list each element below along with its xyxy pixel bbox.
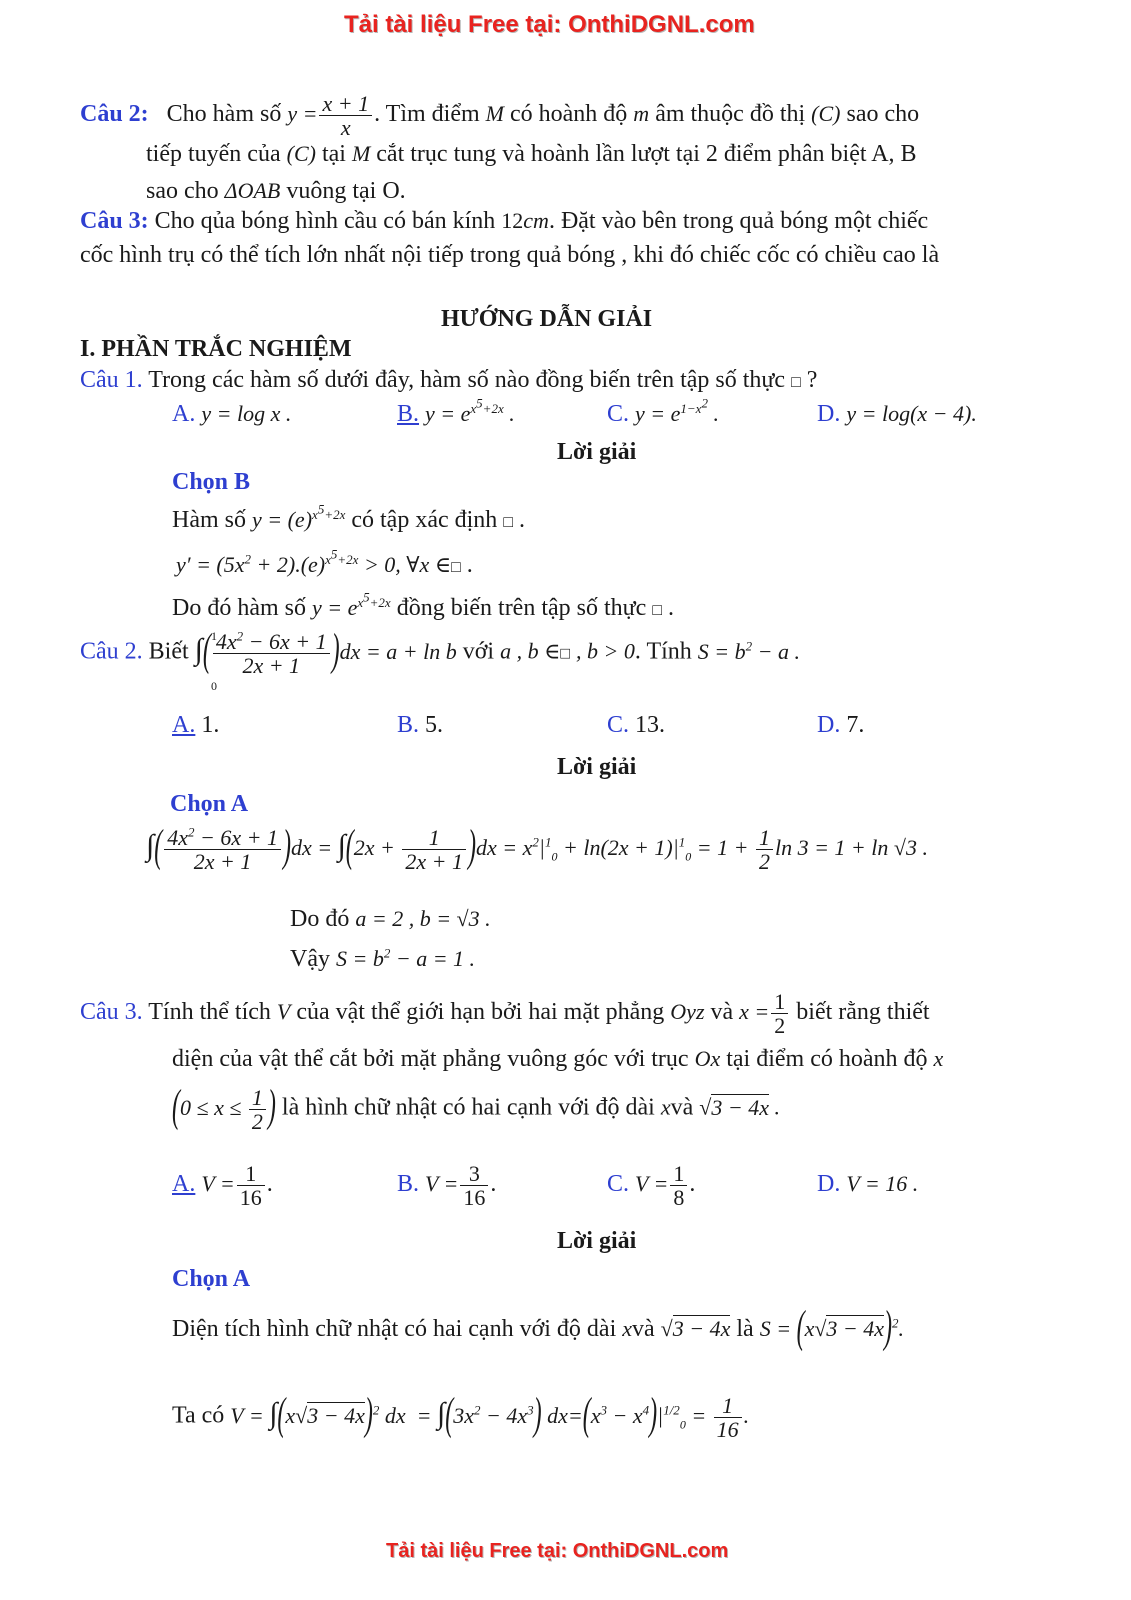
formula: Oyz: [670, 999, 705, 1025]
c1-text: có tập xác định: [351, 507, 498, 533]
q3-line1: [80, 208, 928, 236]
c1-text: đồng biến trên tập số thực: [396, 595, 647, 621]
c3-line1: [80, 990, 930, 1037]
formula: $y = e^{1-x^2}$ .: [635, 395, 719, 426]
formula: y =: [287, 101, 318, 127]
q3-line2: cốc hình trụ có thể tích lớn nhất nội tiếp trong quả bóng , khi đó chiếc cốc có chiều cao là: [80, 242, 940, 268]
c1-option-a: [172, 401, 291, 429]
c2-result1: [290, 906, 491, 934]
option-label: D.: [817, 401, 841, 427]
option-value: 1: [201, 712, 214, 738]
c3-text: là: [736, 1316, 754, 1342]
c3-text: Diện tích hình chữ nhật có hai cạnh với độ dài: [172, 1316, 617, 1342]
c2-text: với: [462, 638, 495, 665]
formula: √3 − 4x: [660, 1316, 731, 1341]
c1-option-b: [397, 395, 515, 429]
formula: , b > 0: [576, 638, 635, 664]
real-set-glyph: □: [451, 559, 461, 576]
q2-text: sao cho: [846, 101, 920, 128]
c3-answer: Chọn A: [172, 1266, 251, 1292]
c2-option-b: B. 5.: [397, 712, 444, 738]
c2-question: [80, 626, 801, 679]
formula: x: [622, 1316, 633, 1341]
formula: (C): [811, 101, 841, 127]
formula: a , b ∈: [500, 638, 561, 664]
option-label: D.: [817, 712, 841, 738]
c3-label: Câu 3.: [80, 999, 143, 1026]
option-value: 13: [635, 712, 660, 738]
c3-text: và: [670, 1094, 694, 1121]
fraction: $\frac{1}{16}$: [237, 1162, 265, 1209]
real-set-glyph: □: [560, 645, 571, 663]
formula: ΔOAB: [224, 178, 281, 203]
c1-step2: $y' = (5x^2 + 2).(e)^{x^5+2x} > 0$, ∀x ∈□ .: [176, 546, 473, 578]
formula: $y = e^{x^5+2x}$ .: [425, 395, 515, 426]
q2-text: âm thuộc đồ thị: [655, 101, 806, 128]
c3-option-d: [817, 1171, 918, 1199]
c2-answer: Chọn A: [170, 791, 249, 817]
formula: V =: [635, 1171, 669, 1197]
c3-text: Tính thể tích: [148, 999, 271, 1026]
option-label: C.: [607, 1171, 630, 1198]
c3-line3: [172, 1082, 780, 1135]
real-set-glyph: □: [503, 514, 513, 531]
c1-step1: Hàm số $y = (e)^{x^5+2x}$ có tập xác định □ .: [172, 501, 525, 533]
q2-text: cắt trục tung và hoành lần lượt tại 2 điểm phân biệt A, B: [376, 141, 917, 167]
q2-text: Cho hàm số: [166, 101, 282, 128]
c1-text: Do đó hàm số: [172, 595, 306, 621]
option-label: C.: [607, 401, 630, 427]
formula: x: [660, 1094, 671, 1120]
option-label: A.: [172, 1171, 196, 1198]
formula: $S = (x√3 - 4x)^2$.: [759, 1303, 905, 1353]
guide-title: HƯỚNG DẪN GIẢI: [441, 306, 653, 332]
formula: ∫( $\frac{4x^2 - 6x + 1}{2x + 1}$ )dx = ∫(2x + $\frac{1}{2x + 1}$ )$dx = x^2|^1_0 + \ln(2x + 1)|^1_0 = 1$ + $\frac{1}{2}$ ln 3 = 1 + ln √3 .: [146, 822, 928, 875]
c1-text: ?: [806, 367, 818, 393]
q3-label: Câu 3:: [80, 208, 149, 234]
fraction: $\frac{1}{8}$: [670, 1162, 687, 1209]
formula: y = log(x − 4).: [846, 401, 977, 426]
formula: √3 − 4x .: [699, 1094, 780, 1120]
c1-text: Trong các hàm số dưới đây, hàm số nào đồng biến trên tập số thực: [148, 367, 786, 393]
formula: (C): [286, 141, 316, 166]
c2-label: Câu 2.: [80, 638, 143, 665]
c3-text: là hình chữ nhật có hai cạnh với độ dài: [281, 1094, 655, 1121]
c3-text: và: [632, 1316, 655, 1342]
page-header: Tải tài liệu Free tại: OnthiDGNL.com: [344, 11, 755, 38]
c3-step1: [172, 1303, 905, 1353]
formula: a = 2 , b = √3 .: [355, 906, 491, 931]
q2-text: vuông tại O.: [286, 178, 406, 204]
q2-text: có hoành độ: [509, 101, 628, 128]
q2-text: sao cho: [146, 178, 219, 204]
c3-option-a: A. V = $\frac{1}{16}$ .: [172, 1161, 273, 1211]
formula: $V = \int(x√3 - 4x)^2$ dx = $\int(3x^2 - 4x^3) dx=(x^3 - x^4)|^{1/2}_0$ = $\frac{1}{16}$ .: [230, 1390, 750, 1443]
c1-question: [80, 367, 817, 395]
formula: $y = (e)^{x^5+2x}$: [252, 501, 346, 532]
q3-text: Cho qủa bóng hình cầu có bán kính: [154, 208, 496, 234]
page-footer: Tải tài liệu Free tại: OnthiDGNL.com: [386, 1540, 729, 1562]
formula: V =: [425, 1171, 459, 1197]
option-value: 7: [846, 712, 859, 738]
c1-step3: Do đó hàm số $y = e^{x^5+2x}$ đồng biến trên tập số thực □ .: [172, 589, 674, 621]
option-label: B.: [397, 1171, 420, 1198]
formula: V =: [201, 1171, 235, 1197]
formula: V = 16 .: [846, 1171, 919, 1196]
fraction: $\frac{x + 1}{x}$: [319, 92, 372, 139]
q2-text: . Tìm điểm: [374, 101, 480, 128]
option-label: B.: [397, 401, 420, 427]
integral-upper-limit: 1: [211, 629, 217, 643]
formula: 12cm: [501, 208, 549, 233]
formula: Ox: [694, 1046, 721, 1071]
option-value: 5: [425, 712, 438, 738]
c3-text: tại điểm có hoành độ: [726, 1046, 928, 1072]
fraction: $\frac{3}{16}$: [460, 1162, 488, 1209]
integral-lower-limit: 0: [211, 679, 217, 693]
c2-text: Do đó: [290, 906, 350, 932]
c3-text: và: [710, 999, 734, 1026]
c3-line2: [172, 1046, 943, 1074]
formula: $y = e^{x^5+2x}$: [312, 589, 391, 620]
formula: $S = b^2 - a$ .: [697, 638, 801, 664]
formula: x: [933, 1046, 944, 1071]
formula: ∫( $\frac{4x^2 - 6x + 1}{2x + 1}$ )dx = a + ln b: [194, 626, 457, 679]
c2-option-c: C. 13.: [607, 712, 666, 738]
q2-label: Câu 2:: [80, 101, 149, 128]
c2-text: Vậy: [290, 946, 330, 972]
c3-solution-heading: Lời giải: [557, 1228, 637, 1254]
c2-solution-heading: Lời giải: [557, 754, 637, 780]
c3-text: diện của vật thể cắt bởi mặt phẳng vuông góc với trục: [172, 1046, 689, 1072]
option-label: B.: [397, 712, 420, 738]
c2-working: [146, 822, 928, 875]
real-set-glyph: □: [652, 602, 662, 619]
c3-text: Ta có: [172, 1402, 225, 1429]
c2-result2: [290, 946, 475, 974]
formula: m: [633, 101, 650, 127]
real-set-glyph: □: [791, 374, 801, 391]
c2-text: . Tính: [634, 638, 692, 665]
formula: M: [485, 101, 504, 127]
c3-option-b: B. V = $\frac{3}{16}$ .: [397, 1161, 497, 1211]
c3-option-c: C. V = $\frac{1}{8}$ .: [607, 1161, 696, 1211]
section-title: I. PHẦN TRẮC NGHIỆM: [80, 336, 352, 362]
formula: (0 ≤ x ≤ $\frac{1}{2}$ ): [172, 1082, 276, 1135]
q2-line3: [146, 178, 406, 206]
c3-text: biết rằng thiết: [796, 999, 930, 1026]
formula: $y' = (5x^2 + 2).(e)^{x^5+2x} > 0$, ∀x ∈: [176, 546, 452, 577]
option-label: A.: [172, 712, 196, 738]
q2-line2: [146, 141, 917, 169]
c1-solution-heading: Lời giải: [557, 439, 637, 465]
formula: x =: [739, 999, 770, 1025]
c1-option-d: [817, 401, 977, 429]
formula: $S = b^2 - a = 1$ .: [335, 945, 476, 971]
option-label: D.: [817, 1171, 841, 1197]
c1-text: Hàm số: [172, 507, 246, 533]
formula: y = log x .: [201, 401, 292, 426]
c3-text: của vật thể giới hạn bởi hai mặt phẳng: [296, 999, 665, 1026]
c1-option-c: [607, 395, 719, 429]
c2-option-d: D. 7.: [817, 712, 865, 738]
q2-line1: [80, 92, 919, 139]
formula: V: [276, 999, 291, 1025]
option-label: A.: [172, 401, 196, 427]
q3-text: . Đặt vào bên trong quả bóng một chiếc: [548, 208, 929, 234]
q2-text: tại: [321, 141, 346, 167]
c2-text: Biết: [148, 638, 189, 665]
fraction: $\frac{1}{2}$: [771, 990, 788, 1037]
c1-answer: Chọn B: [172, 469, 251, 495]
q2-text: tiếp tuyến của: [146, 141, 281, 167]
c1-label: Câu 1.: [80, 367, 143, 393]
c2-option-a: A. 1.: [172, 712, 220, 738]
option-label: C.: [607, 712, 630, 738]
c3-step2: [172, 1390, 750, 1443]
formula: M: [351, 141, 371, 166]
